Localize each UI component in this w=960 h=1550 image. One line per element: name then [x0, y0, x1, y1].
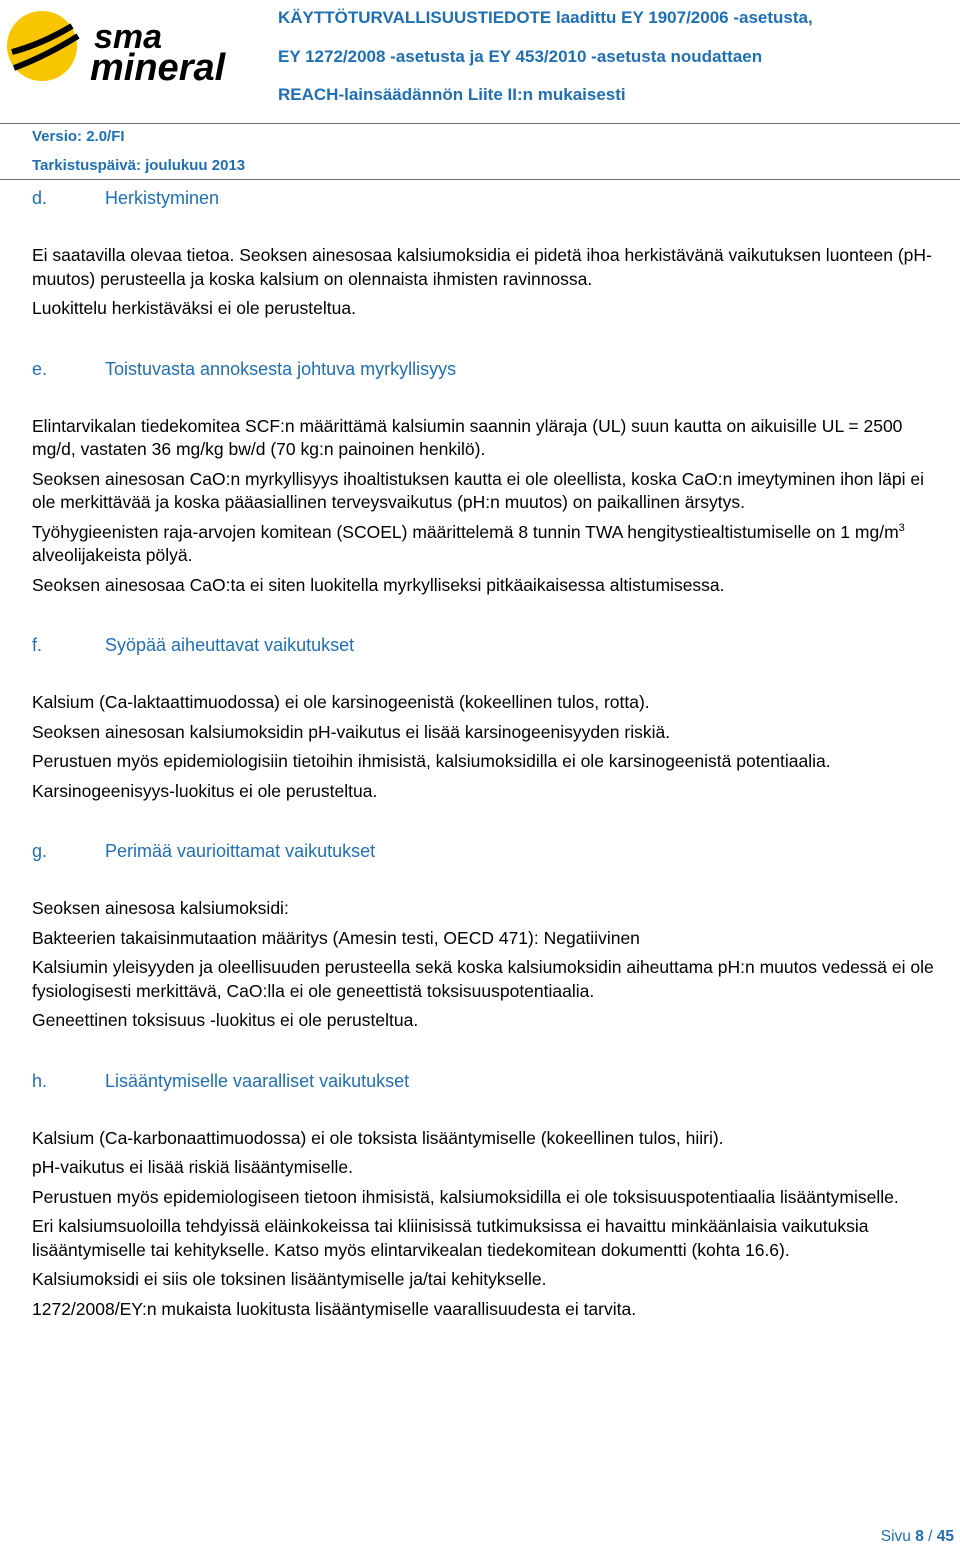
logo-sun-icon	[6, 8, 268, 86]
doc-title-line3: REACH-lainsäädännön Liite II:n mukaisesti	[278, 85, 626, 104]
section-g-para-4: Geneettinen toksisuus -luokitus ei ole perusteltua.	[32, 1010, 419, 1030]
section-title-f: Syöpää aiheuttavat vaikutukset	[105, 635, 355, 655]
page-label: Sivu	[880, 1528, 911, 1545]
section-g-para-3: Kalsiumin yleisyyden ja oleellisuuden perusteella sekä koska kalsiumoksidin aiheuttama pH:n muutos vedessä ei ole fysiologisesti merkittävä, CaO:lla ei ole geneettistä toksisuuspotentiaalia.	[32, 957, 934, 1001]
section-d-para-1: Ei saatavilla olevaa tietoa. Seoksen ainesosaa kalsiumoksidia ei pidetä ihoa herkistävänä vaikutuksen luonteen (pH-muutos) perusteella ja koska kalsium on olennaista ihmisten ravinnossa.	[32, 245, 932, 289]
section-h-para-2: pH-vaikutus ei lisää riskiä lisääntymiselle.	[32, 1157, 353, 1177]
section-title-e: Toistuvasta annoksesta johtuva myrkyllisyys	[105, 358, 457, 379]
section-e-para-3	[32, 521, 950, 568]
page-current: 8	[915, 1528, 924, 1545]
section-letter-d: d.	[32, 188, 48, 208]
doc-title-line1: KÄYTTÖTURVALLISUUSTIEDOTE laadittu EY 1907/2006 -asetusta,	[278, 8, 813, 27]
scoel-text-end: alveolijakeista pölyä.	[32, 545, 193, 565]
scoel-superscript: 3	[898, 521, 905, 534]
section-e-para-2: Seoksen ainesosan CaO:n myrkyllisyys ihoaltistuksen kautta ei ole oleellista, koska CaO:n imeytyminen ihon läpi ei ole merkittävää ja koska pääasiallinen terveysvaikutus (pH:n muutos) on paikallinen ärsytys.	[32, 468, 924, 512]
scoel-text: Työhygieenisten raja-arvojen komitean (SCOEL) määrittelemä 8 tunnin TWA hengitystiealtistumiselle on 1 mg/m	[32, 521, 899, 542]
section-title-h: Lisääntymiselle vaaralliset vaikutukset	[105, 1070, 410, 1091]
version-label: Versio: 2.0/FI	[32, 128, 125, 145]
section-letter-e: e.	[32, 358, 48, 379]
section-h-para-1: Kalsium (Ca-karbonaattimuodossa) ei ole toksista lisääntymiselle (kokeellinen tulos, hiiri).	[32, 1127, 724, 1148]
logo-text-sma: sma	[94, 18, 163, 56]
logo-text-mineral: mineral	[90, 47, 226, 86]
section-heading-g	[32, 839, 950, 863]
section-g-para-2: Bakteerien takaisinmutaation määritys (Amesin testi, OECD 471): Negatiivinen	[32, 927, 640, 948]
section-letter-h: h.	[32, 1070, 48, 1091]
section-h-para-5: Kalsiumoksidi ei siis ole toksinen lisääntymiselle ja/tai kehitykselle.	[32, 1269, 547, 1289]
page-number	[881, 1528, 954, 1546]
page-separator: /	[923, 1528, 937, 1545]
document-body	[32, 186, 950, 1327]
section-g-para-1: Seoksen ainesosa kalsiumoksidi:	[32, 898, 289, 918]
section-e-para-1: Elintarvikalan tiedekomitea SCF:n määrittämä kalsiumin saannin yläraja (UL) suun kautta on aikuisille UL = 2500 mg/d, vastaten 36 mg/kg bw/d (70 kg:n painoinen henkilö).	[32, 415, 903, 459]
section-d-para-2: Luokittelu herkistäväksi ei ole perusteltua.	[32, 298, 356, 318]
section-letter-g: g.	[32, 841, 48, 861]
section-title-d: Herkistyminen	[105, 188, 220, 208]
section-letter-f: f.	[32, 635, 43, 655]
section-heading-h	[32, 1069, 950, 1093]
header-divider-top	[0, 123, 960, 124]
revision-date-label: Tarkistuspäivä: joulukuu 2013	[32, 157, 246, 174]
section-heading-f	[32, 633, 950, 657]
sma-mineral-logo	[6, 8, 268, 86]
section-h-para-6: 1272/2008/EY:n mukaista luokitusta lisääntymiselle vaarallisuudesta ei tarvita.	[32, 1298, 637, 1319]
doc-title-line2: EY 1272/2008 -asetusta ja EY 453/2010 -asetusta noudattaen	[278, 47, 763, 66]
page-total: 45	[936, 1528, 954, 1545]
section-heading-d	[32, 186, 950, 210]
section-e-para-4: Seoksen ainesosaa CaO:ta ei siten luokitella myrkylliseksi pitkäaikaisessa altistumisessa.	[32, 574, 725, 595]
section-heading-e	[32, 357, 950, 381]
section-f-para-4: Karsinogeenisyys-luokitus ei ole perusteltua.	[32, 780, 378, 801]
section-f-para-1: Kalsium (Ca-laktaattimuodossa) ei ole karsinogeenistä (kokeellinen tulos, rotta).	[32, 692, 650, 712]
section-title-g: Perimää vaurioittamat vaikutukset	[105, 841, 376, 861]
section-h-para-4: Eri kalsiumsuoloilla tehdyissä eläinkokeissa tai kliinisissä tutkimuksissa ei havaittu minkäänlaisia vaikutuksia lisääntymiselle tai kehitykselle. Katso myös elintarvikealan tiedekomitean dokumentti (kohta 16.6).	[32, 1216, 869, 1260]
section-h-para-3: Perustuen myös epidemiologiseen tietoon ihmisistä, kalsiumoksidilla ei ole toksisuuspotentiaalia lisääntymiselle.	[32, 1186, 899, 1207]
section-f-para-3: Perustuen myös epidemiologisiin tietoihin ihmisistä, kalsiumoksidilla ei ole karsinogeenistä potentiaalia.	[32, 751, 831, 771]
section-f-para-2: Seoksen ainesosan kalsiumoksidin pH-vaikutus ei lisää karsinogeenisyyden riskiä.	[32, 721, 671, 742]
header-divider-bottom	[0, 179, 960, 180]
